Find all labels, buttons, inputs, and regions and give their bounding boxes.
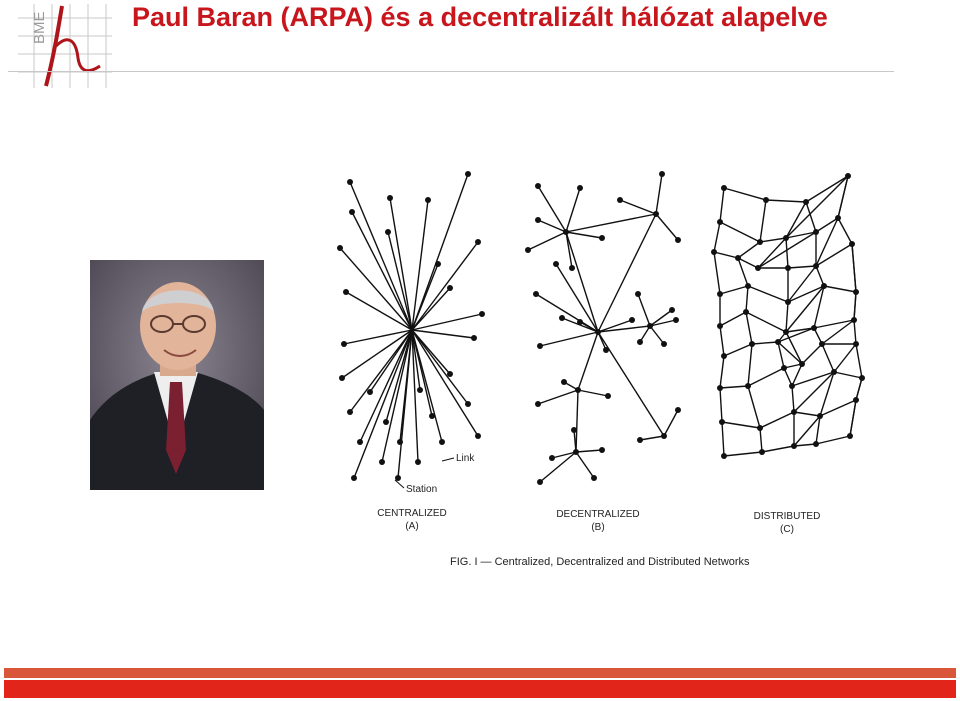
network-link bbox=[538, 390, 578, 404]
network-link bbox=[360, 330, 412, 442]
network-link bbox=[656, 214, 678, 240]
network-link bbox=[766, 200, 806, 202]
figure-caption: FIG. I — Centralized, Decentralized and Distributed Networks bbox=[450, 556, 750, 568]
network-station bbox=[717, 291, 723, 297]
network-station bbox=[537, 343, 543, 349]
network-station bbox=[783, 235, 789, 241]
network-station bbox=[561, 379, 567, 385]
network-station bbox=[465, 401, 471, 407]
network-station bbox=[563, 229, 569, 235]
network-station bbox=[471, 335, 477, 341]
network-link bbox=[802, 344, 822, 364]
network-link bbox=[854, 320, 856, 344]
network-link bbox=[540, 332, 598, 346]
distributed-label: DISTRIBUTED bbox=[753, 511, 821, 522]
network-link bbox=[720, 388, 722, 422]
network-link bbox=[852, 244, 856, 292]
network-link bbox=[578, 332, 598, 390]
network-link bbox=[714, 252, 738, 258]
decentralized-label: DECENTRALIZED bbox=[556, 509, 640, 520]
network-link bbox=[412, 330, 478, 436]
network-station bbox=[775, 339, 781, 345]
network-station bbox=[349, 209, 355, 215]
network-station bbox=[385, 229, 391, 235]
network-link bbox=[788, 266, 816, 268]
network-station bbox=[479, 311, 485, 317]
network-link bbox=[746, 286, 748, 312]
network-station bbox=[575, 387, 581, 393]
network-link bbox=[576, 390, 578, 452]
network-station bbox=[803, 199, 809, 205]
network-link bbox=[722, 422, 724, 456]
network-link bbox=[786, 332, 802, 364]
network-station bbox=[357, 439, 363, 445]
title-divider bbox=[8, 71, 894, 72]
station-label: Station bbox=[406, 484, 438, 495]
centralized-sublabel: (A) bbox=[405, 521, 419, 532]
network-station bbox=[757, 425, 763, 431]
network-station bbox=[717, 219, 723, 225]
network-link bbox=[724, 452, 762, 456]
network-station bbox=[835, 215, 841, 221]
link-label: Link bbox=[456, 453, 475, 464]
network-link bbox=[578, 390, 608, 396]
network-link bbox=[786, 302, 788, 332]
network-link bbox=[638, 294, 650, 326]
network-link bbox=[748, 344, 752, 386]
network-station bbox=[717, 323, 723, 329]
network-link bbox=[786, 202, 806, 238]
network-station bbox=[785, 299, 791, 305]
network-link bbox=[856, 344, 862, 378]
network-links bbox=[340, 174, 862, 482]
network-link bbox=[664, 410, 678, 436]
network-link bbox=[724, 188, 766, 200]
footer-band-bottom bbox=[4, 680, 956, 698]
network-station bbox=[721, 453, 727, 459]
network-station bbox=[537, 479, 543, 485]
logo-text: BME bbox=[31, 11, 48, 44]
network-station bbox=[785, 265, 791, 271]
portrait-photo bbox=[90, 260, 264, 490]
network-station bbox=[819, 341, 825, 347]
network-station bbox=[853, 397, 859, 403]
network-station bbox=[821, 283, 827, 289]
network-station bbox=[617, 197, 623, 203]
network-link bbox=[574, 430, 576, 452]
network-link bbox=[538, 186, 566, 232]
network-station bbox=[647, 323, 653, 329]
network-station bbox=[759, 449, 765, 455]
network-station bbox=[849, 241, 855, 247]
network-link bbox=[854, 292, 856, 320]
network-link bbox=[714, 252, 720, 294]
network-link bbox=[838, 176, 848, 218]
network-station bbox=[811, 325, 817, 331]
network-station bbox=[347, 179, 353, 185]
network-link bbox=[748, 286, 788, 302]
network-link bbox=[714, 222, 720, 252]
network-link bbox=[788, 266, 816, 302]
network-station bbox=[799, 361, 805, 367]
network-station bbox=[653, 211, 659, 217]
network-link bbox=[412, 174, 468, 330]
network-link bbox=[794, 444, 816, 446]
network-link bbox=[576, 452, 594, 478]
network-station bbox=[447, 285, 453, 291]
network-station bbox=[847, 433, 853, 439]
network-link bbox=[720, 312, 746, 326]
network-figure bbox=[300, 160, 900, 580]
network-station bbox=[635, 291, 641, 297]
network-station bbox=[673, 317, 679, 323]
network-station bbox=[791, 409, 797, 415]
slide-title: Paul Baran (ARPA) és a decentralizált hálózat alapelve bbox=[132, 2, 828, 32]
network-station bbox=[351, 475, 357, 481]
network-station bbox=[525, 247, 531, 253]
network-link bbox=[822, 344, 834, 372]
network-link bbox=[752, 342, 778, 344]
network-station bbox=[735, 255, 741, 261]
network-station bbox=[781, 365, 787, 371]
network-link bbox=[834, 372, 862, 378]
network-station bbox=[599, 235, 605, 241]
network-station bbox=[535, 217, 541, 223]
network-link bbox=[724, 344, 752, 356]
network-link bbox=[566, 232, 602, 238]
network-link bbox=[746, 312, 786, 332]
network-station bbox=[717, 385, 723, 391]
network-link bbox=[760, 428, 762, 452]
network-link bbox=[792, 386, 794, 412]
network-link bbox=[528, 232, 566, 250]
network-station bbox=[789, 383, 795, 389]
network-station bbox=[603, 347, 609, 353]
network-link bbox=[760, 412, 794, 428]
network-station bbox=[817, 413, 823, 419]
network-link bbox=[850, 400, 856, 436]
network-station bbox=[429, 413, 435, 419]
network-station bbox=[573, 449, 579, 455]
network-link bbox=[566, 232, 598, 332]
network-station bbox=[343, 289, 349, 295]
network-link bbox=[566, 214, 656, 232]
network-station bbox=[845, 173, 851, 179]
network-station bbox=[721, 353, 727, 359]
network-station bbox=[383, 419, 389, 425]
network-link bbox=[760, 200, 766, 242]
network-station bbox=[853, 341, 859, 347]
network-station bbox=[577, 185, 583, 191]
network-station bbox=[661, 433, 667, 439]
network-link bbox=[412, 288, 450, 330]
network-link bbox=[786, 238, 788, 268]
network-station bbox=[757, 239, 763, 245]
network-station bbox=[417, 387, 423, 393]
network-link bbox=[806, 176, 848, 202]
network-link bbox=[816, 266, 824, 286]
centralized-label: CENTRALIZED bbox=[377, 508, 447, 519]
network-station bbox=[387, 195, 393, 201]
decentralized-sublabel: (B) bbox=[591, 522, 605, 533]
network-station bbox=[743, 309, 749, 315]
network-station bbox=[675, 407, 681, 413]
network-station bbox=[637, 437, 643, 443]
network-link bbox=[748, 386, 760, 428]
network-station bbox=[341, 341, 347, 347]
network-link bbox=[738, 242, 760, 258]
network-station bbox=[595, 329, 601, 335]
network-station bbox=[599, 447, 605, 453]
network-station bbox=[569, 265, 575, 271]
network-link bbox=[412, 330, 474, 338]
network-link bbox=[598, 332, 664, 436]
network-link bbox=[720, 286, 748, 294]
distributed-sublabel: (C) bbox=[780, 524, 794, 535]
network-station bbox=[553, 261, 559, 267]
network-link bbox=[650, 326, 664, 344]
network-station bbox=[813, 229, 819, 235]
network-station bbox=[851, 317, 857, 323]
network-station bbox=[669, 307, 675, 313]
network-station bbox=[535, 401, 541, 407]
network-station bbox=[659, 171, 665, 177]
network-station bbox=[337, 245, 343, 251]
network-station bbox=[465, 171, 471, 177]
network-link bbox=[620, 200, 656, 214]
network-station bbox=[813, 441, 819, 447]
network-station bbox=[859, 375, 865, 381]
network-station bbox=[475, 239, 481, 245]
network-link bbox=[566, 188, 580, 232]
network-link bbox=[722, 422, 760, 428]
network-link bbox=[576, 450, 602, 452]
network-station bbox=[339, 375, 345, 381]
footer-band-top bbox=[4, 668, 956, 678]
network-station bbox=[367, 389, 373, 395]
network-station bbox=[749, 341, 755, 347]
network-link bbox=[820, 400, 856, 416]
network-station bbox=[571, 427, 577, 433]
network-station bbox=[397, 439, 403, 445]
network-station bbox=[629, 317, 635, 323]
network-station bbox=[721, 185, 727, 191]
network-link bbox=[720, 222, 760, 242]
network-link bbox=[838, 218, 852, 244]
network-station bbox=[675, 237, 681, 243]
network-station bbox=[395, 475, 401, 481]
network-link bbox=[598, 214, 656, 332]
network-station bbox=[577, 319, 583, 325]
network-station bbox=[475, 433, 481, 439]
network-station bbox=[813, 263, 819, 269]
network-link bbox=[824, 286, 856, 292]
network-station bbox=[755, 265, 761, 271]
network-link bbox=[720, 326, 724, 356]
network-station bbox=[605, 393, 611, 399]
network-station bbox=[745, 383, 751, 389]
network-station bbox=[447, 371, 453, 377]
network-link bbox=[720, 356, 724, 388]
network-link bbox=[746, 312, 752, 344]
network-station bbox=[535, 183, 541, 189]
network-station bbox=[661, 341, 667, 347]
network-station bbox=[637, 339, 643, 345]
network-link bbox=[748, 368, 784, 386]
network-link bbox=[794, 412, 820, 416]
network-link bbox=[720, 386, 748, 388]
network-link bbox=[834, 344, 856, 372]
network-link bbox=[786, 176, 848, 238]
network-link bbox=[762, 446, 794, 452]
network-station bbox=[831, 369, 837, 375]
network-link bbox=[640, 436, 664, 440]
network-station bbox=[719, 419, 725, 425]
network-link bbox=[350, 182, 412, 330]
network-link bbox=[390, 198, 412, 330]
network-station bbox=[711, 249, 717, 255]
network-station bbox=[763, 197, 769, 203]
network-station bbox=[533, 291, 539, 297]
network-station bbox=[347, 409, 353, 415]
network-station bbox=[439, 439, 445, 445]
network-link bbox=[816, 436, 850, 444]
network-station bbox=[745, 283, 751, 289]
network-link bbox=[556, 264, 598, 332]
network-station bbox=[435, 261, 441, 267]
network-station bbox=[559, 315, 565, 321]
network-station bbox=[379, 459, 385, 465]
network-station bbox=[591, 475, 597, 481]
network-link bbox=[856, 378, 862, 400]
bme-logo bbox=[14, 0, 114, 92]
network-link bbox=[656, 174, 662, 214]
network-link bbox=[720, 188, 724, 222]
network-station bbox=[791, 443, 797, 449]
network-station bbox=[549, 455, 555, 461]
network-station bbox=[853, 289, 859, 295]
network-station bbox=[783, 329, 789, 335]
network-station bbox=[415, 459, 421, 465]
network-station bbox=[425, 197, 431, 203]
